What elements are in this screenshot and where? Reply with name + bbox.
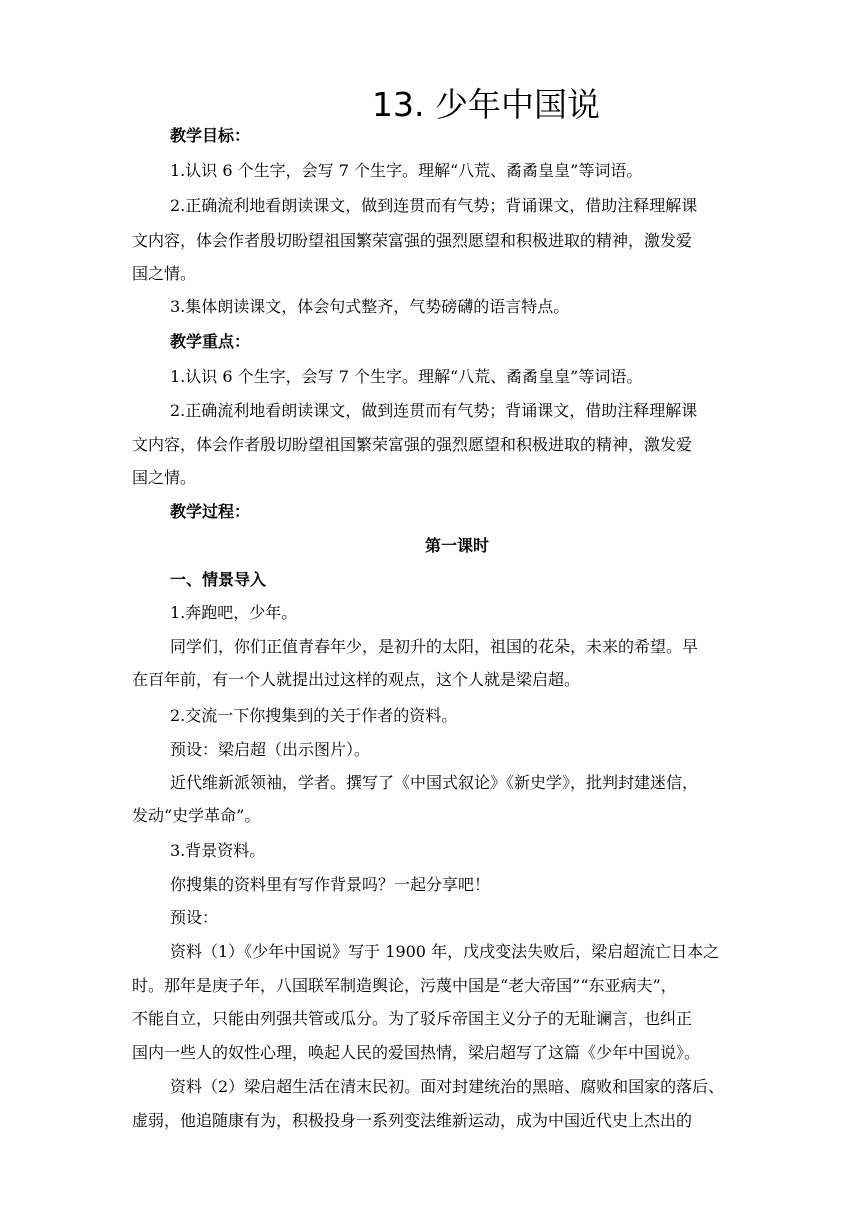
- heading-teaching-focus: 教学重点：: [170, 332, 251, 351]
- material-1-line-1: 资料（1）《少年中国说》写于 1900 年，戊戌变法失败后，梁启超流亡日本之: [170, 942, 720, 961]
- page-title: 13. 少年中国说: [372, 85, 600, 124]
- focus-2: 2.正确流利地看朗读课文，做到连贯而有气势；背诵课文，借助注释理解课: [170, 401, 698, 420]
- paragraph-2-line-1: 近代维新派领袖，学者。撰写了《中国式叙论》《新史学》，批判封建迷信，: [170, 773, 699, 792]
- material-1-line-4: 国内一些人的奴性心理，唤起人民的爱国热情，梁启超写了这篇《少年中国说》。: [132, 1043, 701, 1062]
- paragraph-2-line-2: 发动“史学革命”。: [132, 806, 261, 825]
- heading-teaching-goals: 教学目标：: [170, 126, 251, 145]
- material-2-line-1: 资料（2）梁启超生活在清末民初。面对封建统治的黑暗、腐败和国家的落后、: [170, 1077, 725, 1096]
- heading-first-lesson: 第一课时: [424, 536, 489, 555]
- preset-2: 预设：: [170, 908, 219, 927]
- focus-2-cont-1: 文内容，体会作者殷切盼望祖国繁荣富强的强烈愿望和积极进取的精神，激发爱: [132, 435, 693, 454]
- preset-1: 预设：梁启超（出示图片）。: [170, 740, 371, 759]
- focus-1: 1.认识 6 个生字，会写 7 个生字。理解“八荒、矞矞皇皇”等词语。: [170, 367, 643, 386]
- section-heading-intro: 一、情景导入: [170, 570, 267, 589]
- paragraph-1-line-1: 同学们，你们正值青春年少，是初升的太阳，祖国的花朵，未来的希望。早: [170, 637, 699, 656]
- question-line: 你搜集的资料里有写作背景吗？一起分享吧！: [170, 875, 491, 894]
- material-1-line-3: 不能自立，只能由列强共管或瓜分。为了驳斥帝国主义分子的无耻谰言，也纠正: [132, 1009, 693, 1028]
- material-1-line-2: 时。那年是庚子年，八国联军制造舆论，污蔑中国是“老大帝国”“东亚病夫”，: [132, 976, 677, 995]
- material-2-line-2: 虚弱，他追随康有为，积极投身一系列变法维新运动，成为中国近代史上杰出的: [132, 1111, 693, 1130]
- paragraph-1-line-2: 在百年前，有一个人就提出过这样的观点，这个人就是梁启超。: [132, 670, 581, 689]
- heading-teaching-process: 教学过程：: [170, 502, 251, 521]
- item-3: 3.背景资料。: [170, 841, 266, 860]
- goal-2: 2.正确流利地看朗读课文，做到连贯而有气势；背诵课文，借助注释理解课: [170, 196, 698, 215]
- goal-2-cont-2: 国之情。: [132, 264, 197, 283]
- goal-1: 1.认识 6 个生字，会写 7 个生字。理解“八荒、矞矞皇皇”等词语。: [170, 161, 643, 180]
- goal-3: 3.集体朗读课文，体会句式整齐，气势磅礴的语言特点。: [170, 297, 570, 316]
- item-2: 2.交流一下你搜集到的关于作者的资料。: [170, 706, 458, 725]
- focus-2-cont-2: 国之情。: [132, 468, 197, 487]
- goal-2-cont-1: 文内容，体会作者殷切盼望祖国繁荣富强的强烈愿望和积极进取的精神，激发爱: [132, 231, 693, 250]
- item-1: 1.奔跑吧，少年。: [170, 603, 298, 622]
